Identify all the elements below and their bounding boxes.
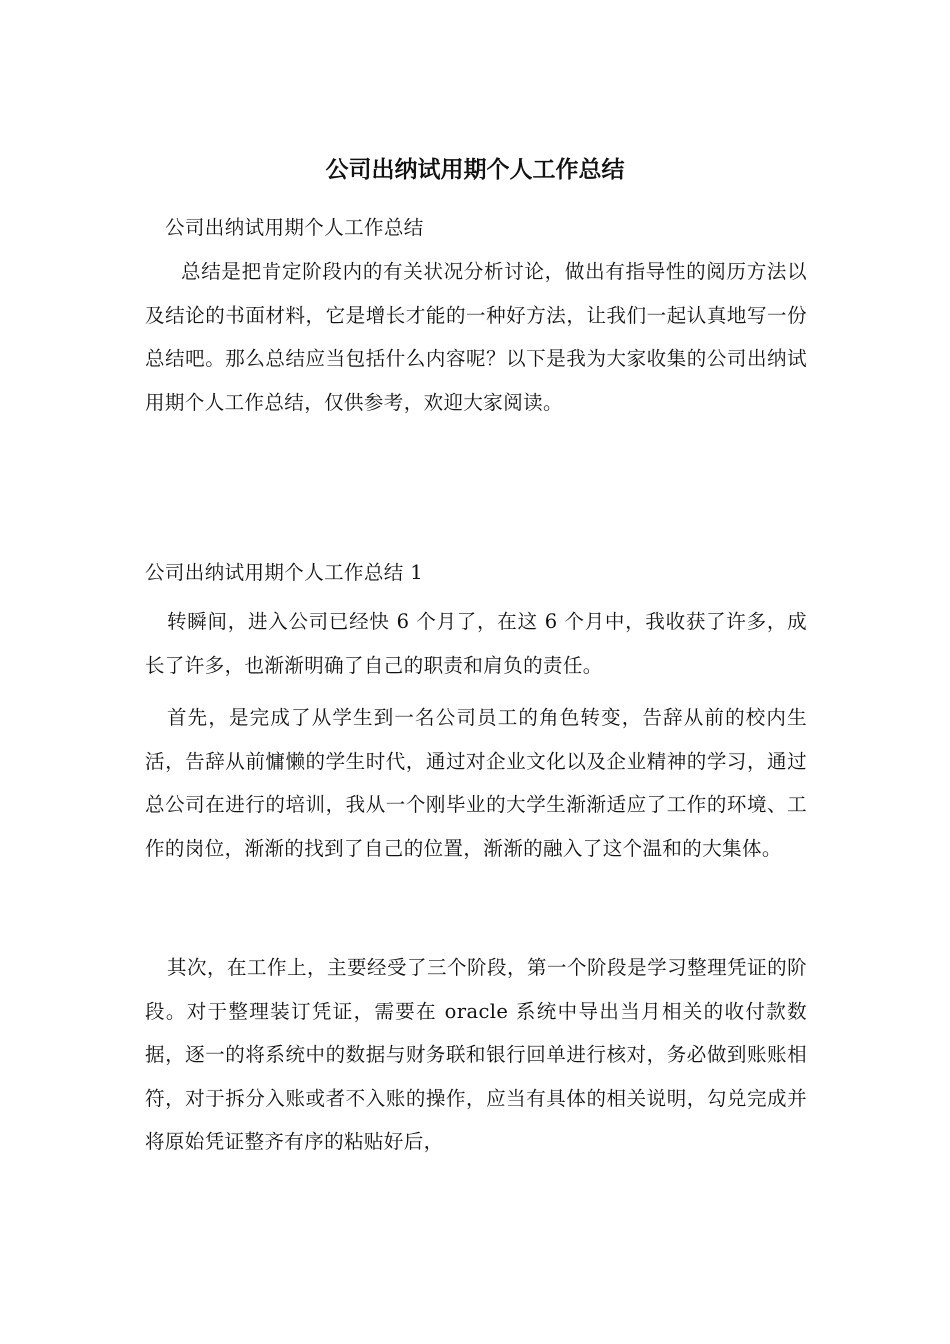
body-paragraph-1: 转瞬间，进入公司已经快 6 个月了，在这 6 个月中，我收获了许多，成长了许多，也渐渐明确了自己的职责和肩负的责任。 — [145, 610, 807, 677]
intro-paragraph: 总结是把肯定阶段内的有关状况分析讨论，做出有指导性的阅历方法以及结论的书面材料，它是增长才能的一种好方法，让我们一起认真地写一份总结吧。那么总结应当包括什么内容呢？以下是我为大家收集的公司出纳试用期个人工作总结，仅供参考，欢迎大家阅读。 — [145, 260, 807, 414]
section-heading: 公司出纳试用期个人工作总结 1 — [145, 561, 424, 584]
document-title: 公司出纳试用期个人工作总结 — [325, 156, 625, 183]
body-paragraph-2: 首先，是完成了从学生到一名公司员工的角色转变，告辞从前的校内生活，告辞从前慵懒的学生时代，通过对企业文化以及企业精神的学习，通过总公司在进行的培训，我从一个刚毕业的大学生渐渐适应了工作的环境、工作的岗位，渐渐的找到了自己的位置，渐渐的融入了这个温和的大集体。 — [145, 706, 807, 860]
body-paragraph-3: 其次，在工作上，主要经受了三个阶段，第一个阶段是学习整理凭证的阶段。对于整理装订凭证，需要在 oracle 系统中导出当月相关的收付款数据，逐一的将系统中的数据与财务联和银行回单进行核对，务必做到账账相符，对于拆分入账或者不入账的操作，应当有具体的相关说明，勾兑完成并将原始凭证整齐有序的粘贴好后， — [145, 956, 807, 1153]
document-subtitle: 公司出纳试用期个人工作总结 — [165, 216, 424, 239]
